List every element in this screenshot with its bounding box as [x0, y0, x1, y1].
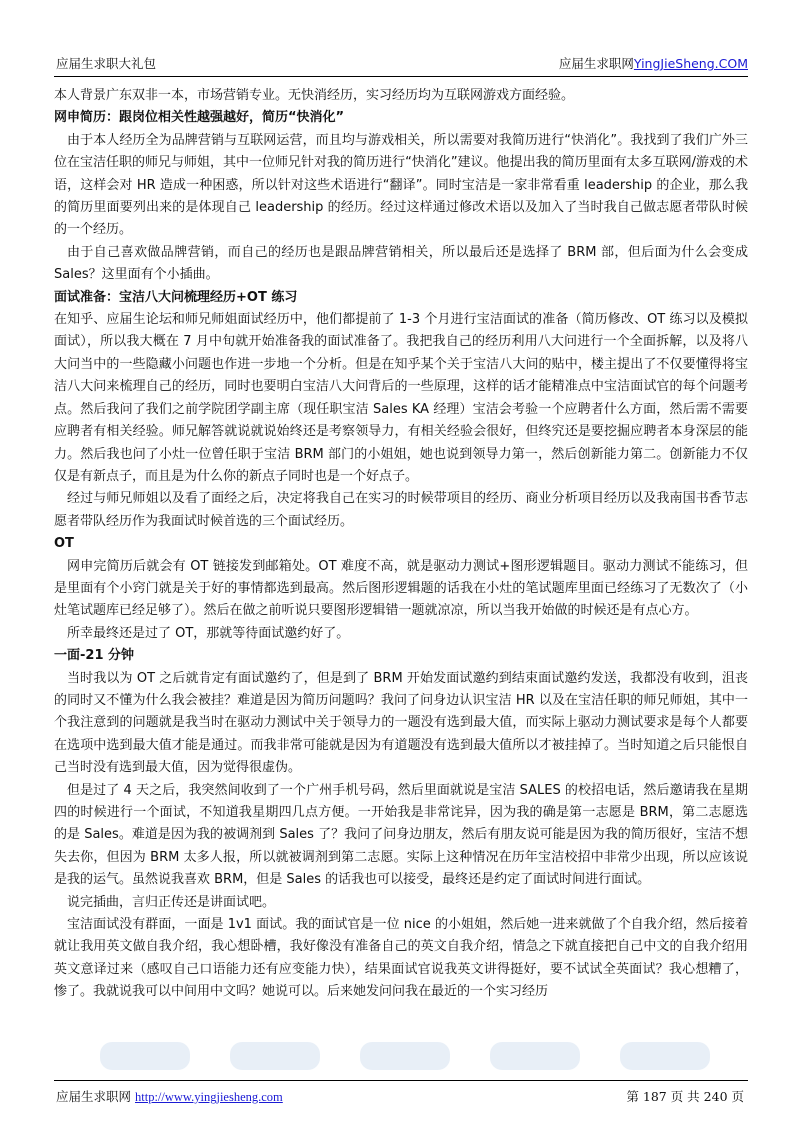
paragraph-sales-call: 但是过了 4 天之后，我突然间收到了一个广州手机号码，然后里面就说是宝洁 SALES 的校招电话，然后邀请我在星期四的时候进行一个面试，不知道我星期四几点方便。一开始我是非常诧异，因为我的确是第一志愿是 BRM，第二志愿选的是 Sales。难道是因为我的被调剂到 Sales 了？我问了问身边朋友，然后有朋友说可能是因为我的简历很好，宝洁不想失去你，但因为 BRM 太多人报，所以就被调剂到第二志愿。实际上这种情况在历年宝洁校招中非常少出现，所以应该说是我的运气。虽然说我喜欢 BRM，但是 Sales 的话我也可以接受，最终还是约定了面试时间进行面试。: [54, 782, 748, 888]
paragraph-ot-result: 所幸最终还是过了 OT，那就等待面试邀约好了。: [67, 625, 350, 641]
paragraph-interview: 宝洁面试没有群面，一面是 1v1 面试。我的面试官是一位 nice 的小姐姐，然后她一进来就做了个自我介绍，然后接着就让我用英文做自我介绍，我心想卧槽，我好像没有准备自己的英文自我介绍，情急之下就直接把自己中文的自我介绍用英文意译过来（感叹自己口语能力还有应变能力快），结果面试官说我英文讲得挺好，要不试试全英面试？我心想糟了，惨了。我就说我可以中间用中文吗？她说可以。后来她发问问我在最近的一个实习经历: [54, 917, 748, 1000]
section-heading-preparation: 面试准备：宝洁八大问梳理经历+OT 练习: [54, 289, 298, 305]
header-site: [559, 55, 748, 73]
paragraph-preparation: 在知乎、应届生论坛和师兄师姐面试经历中，他们都提前了 1-3 个月进行宝洁面试的准备（简历修改、OT 练习以及模拟面试），所以我大概在 7 月中旬就开始准备我的面试准备了。我把我自己的经历利用八大问进行一个全面拆解，以及将八大问当中的一些隐藏小问题也作进一步地一个分析。但是在知乎某个关于宝洁八大问的贴中，楼主提出了不仅要懂得将宝洁八大问来梳理自己的经历，同时也要明白宝洁八大问背后的一些原理，这样的话才能精准点中宝洁面试官的每个问题考点。然后我问了我们之前学院团学副主席（现任职宝洁 Sales KA 经理）宝洁会考验一个应聘者什么方面，然后需不需要应聘者有相关经验。师兄解答就说就说始终还是考察领导力，有相关经验会很好，但终究还是要挖掘应聘者本身深层的能力。然后我也问了小灶一位曾任职于宝洁 BRM 部门的小姐姐，她也说到领导力第一，然后创新能力第二。创新能力不仅仅是有新点子，而且是为什么你的新点子同时也是一个好点子。: [54, 312, 748, 484]
header-site-link[interactable]: YingJieSheng.COM: [633, 56, 748, 71]
header-site-name: 应届生求职网: [558, 56, 634, 71]
page-header: [54, 52, 748, 77]
paragraph-no-invite: 当时我以为 OT 之后就肯定有面试邀约了，但是到了 BRM 开始发面试邀约到结束面试邀约发送，我都没有收到，沮丧的同时又不懂为什么我会被挂？难道是因为简历问题吗？我问了问身边认识宝洁 HR 以及在宝洁任职的师兄师姐，其中一个我注意到的问题就是我当时在驱动力测试中关于领导力的一题没有选到最大值，而实际上驱动力测试要求是每个人都要在选项中选到最大值才能是通过。而我非常可能就是因为有道题没有选到最大值所以才被挂掉了。当时知道之后只能恨自己当时没有选到最大值，因为觉得很虚伪。: [54, 670, 748, 776]
watermark-logo-strip: [100, 1032, 720, 1078]
paragraph-brm-choice: 由于自己喜欢做品牌营销，而自己的经历也是跟品牌营销相关，所以最后还是选择了 BRM 部，但后面为什么会变成 Sales？这里面有个小插曲。: [54, 244, 748, 283]
page-footer: [54, 1080, 748, 1109]
paragraph-resume: 由于本人经历全为品牌营销与互联网运营，而且均与游戏相关，所以需要对我简历进行“快消化”。我找到了我们广外三位在宝洁任职的师兄与师姐，其中一位师兄针对我的简历进行“快消化”建议。他提出我的简历里面有太多互联网/游戏的术语，这样会对 HR 造成一种困惑，所以针对这些术语进行“翻译”。同时宝洁是一家非常看重 leadership 的企业，那么我的简历里面要列出来的是体现自己 leadership 的经历。经过这样通过修改术语以及加入了当时我自己做志愿者带队时候的一个经历。: [54, 132, 748, 238]
page-number: 第 187 页 共 240 页: [626, 1089, 744, 1104]
paragraph-back-to-topic: 说完插曲，言归正传还是讲面试吧。: [67, 894, 276, 910]
header-title: 应届生求职大礼包: [56, 56, 157, 71]
paragraph-experiences: 经过与师兄师姐以及看了面经之后，决定将我自己在实习的时候带项目的经历、商业分析项目经历以及我南国书香节志愿者带队经历作为我面试时候首选的三个面试经历。: [54, 491, 748, 529]
section-heading-first-interview: 一面-21 分钟: [54, 648, 135, 664]
footer-site-link[interactable]: http://www.yingjiesheng.com: [135, 1090, 283, 1104]
document-body: [54, 85, 748, 1004]
paragraph-background: 本人背景广东双非一本，市场营销专业。无快消经历，实习经历均为互联网游戏方面经验。: [54, 88, 575, 103]
section-heading-ot: OT: [54, 536, 74, 552]
footer-site-name: 应届生求职网: [56, 1089, 132, 1104]
footer-site: [56, 1088, 283, 1106]
paragraph-ot: 网申完简历后就会有 OT 链接发到邮箱处。OT 难度不高，就是驱动力测试+图形逻辑题目。驱动力测试不能练习，但是里面有个小窍门就是关于好的事情都选到最高。然后图形逻辑题的话我在小灶的笔试题库里面已经练习了无数次了（小灶笔试题库已经足够了）。然后在做之前听说只要图形逻辑错一题就凉凉，所以当我开始做的时候还是有点心方。: [54, 558, 748, 619]
section-heading-resume: 网申简历：跟岗位相关性越强越好，简历“快消化”: [54, 110, 345, 126]
